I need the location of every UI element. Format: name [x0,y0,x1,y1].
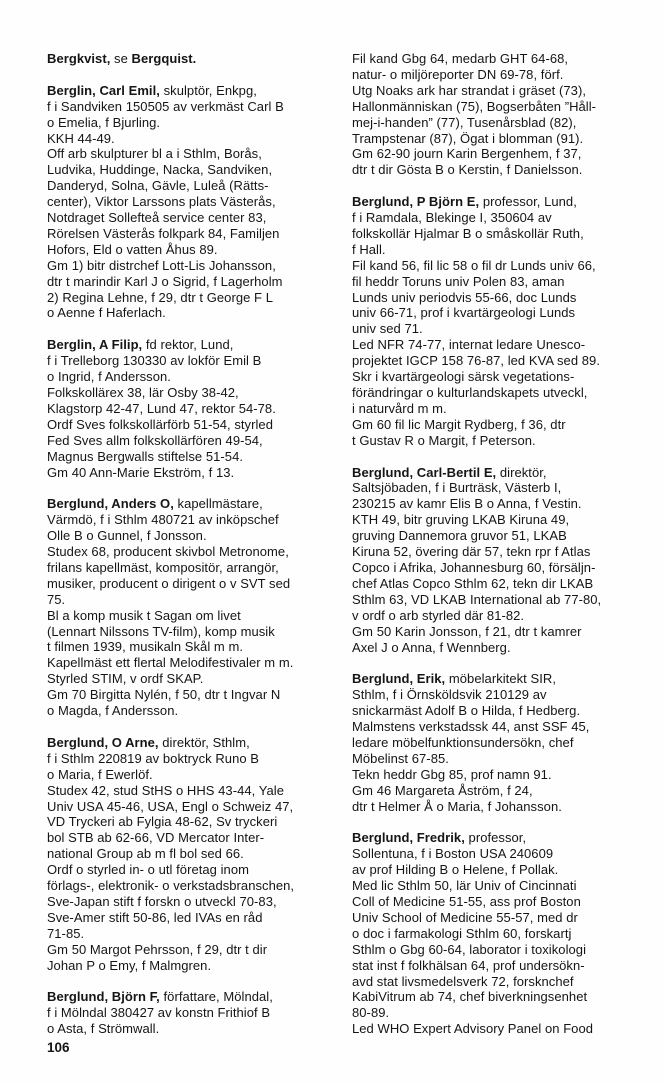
text-line [352,210,654,226]
entry-paragraph [47,735,345,974]
text-line [47,655,345,671]
text-column-left [47,51,345,1053]
entry-text: skulptör, Enkpg, [159,82,257,98]
text-line [47,671,345,687]
entry-text: f i Sandviken 150505 av verkmäst Carl B [47,98,284,114]
entry-text: Lunds univ periodvis 55-66, doc Lunds [352,289,577,305]
entry-text: 2) Regina Lehne, f 29, dtr t George F L [47,289,273,305]
text-line [352,480,654,496]
text-line [47,274,345,290]
entry-text: Axel J o Anna, f Wennberg. [352,639,511,655]
text-line [352,242,654,258]
text-line [47,639,345,655]
text-line [352,560,654,576]
entry-name: Berglund, Björn F, [47,989,160,1005]
entry-text: direktör, Sthlm, [158,734,250,750]
entry-paragraph [47,83,345,322]
entry-name: Berglund, Carl-Bertil E, [352,464,497,480]
entry-text: dtr t marindir Karl J o Sigrid, f Lagerholm [47,273,283,289]
entry-text: chef Atlas Copco Sthlm 62, tekn dir LKAB [352,575,594,591]
text-line [352,369,654,385]
text-line [47,1005,345,1021]
text-line [352,703,654,719]
text-line [352,592,654,608]
text-line [352,767,654,783]
text-line [47,862,345,878]
entry-text: Malmstens verkstadssk 44, anst SSF 45, [352,719,590,735]
entry-text: Möbelinst 67-85. [352,750,449,766]
text-line [47,305,345,321]
text-line [47,878,345,894]
entry-text: snickarmäst Adolf B o Hilda, f Hedberg. [352,703,581,719]
entry-name: Berglund, P Björn E, [352,194,480,210]
text-line [47,560,345,576]
entry-text: o Magda, f Andersson. [47,703,179,719]
text-line [352,385,654,401]
text-line [352,417,654,433]
entry-text: Ludvika, Huddinge, Nacka, Sandviken, [47,162,273,178]
entry-text: t filmen 1939, musikaln Skål m m. [47,639,243,655]
entry-text: t Gustav R o Margit, f Peterson. [352,432,536,448]
entry-text: ledare möbelfunktionsundersökn, chef [352,734,574,750]
text-line [352,83,654,99]
entry-text: univ sed 71. [352,321,423,337]
entry-text: o Emelia, f Bjurling. [47,114,161,130]
text-line [352,194,654,210]
text-line [352,878,654,894]
entry-text: musiker, producent o dirigent o v SVT sed [47,575,291,591]
text-line [352,862,654,878]
entry-text: Fed Sves allm folkskollärfören 49-54, [47,432,263,448]
text-line [47,926,345,942]
text-line [352,67,654,83]
text-line [47,465,345,481]
entry-text: center), Viktor Larssons plats Västerås, [47,194,276,210]
text-line [352,226,654,242]
text-line [352,146,654,162]
entry-text: (Lennart Nilssons TV-film), komp musik [47,623,275,639]
entry-text: v ordf o arb styrled där 81-82. [352,607,525,623]
entry-text: i naturvård m m. [352,400,447,416]
entry-text: Olle B o Gunnel, f Jonsson. [47,528,207,544]
entry-text: Led WHO Expert Advisory Panel on Food [352,1021,594,1037]
entry-text: Kiruna 52, övering där 57, tekn rpr f Atlas [352,544,591,560]
text-line [352,608,654,624]
text-line [47,624,345,640]
text-line [352,496,654,512]
entry-text: Klagstorp 42-47, Lund 47, rektor 54-78. [47,400,276,416]
entry-text: Copco i Afrika, Johannesburg 60, försäljn- [352,559,596,575]
text-line [47,544,345,560]
entry-text: Värmdö, f i Sthlm 480721 av inköpschef [47,512,279,528]
text-line [352,926,654,942]
text-line [352,974,654,990]
text-line [352,910,654,926]
entry-text: författare, Mölndal, [159,989,273,1005]
text-line [352,719,654,735]
entry-text: Gm 50 Karin Jonsson, f 21, dtr t kamrer [352,623,582,639]
entry-text: frilans kapellmäst, kompositör, arrangör, [47,559,279,575]
text-line [352,321,654,337]
entry-text: möbelarkitekt SIR, [445,671,556,687]
entry-text: Sthlm o Gbg 60-64, laborator i toxikologi [352,941,587,957]
text-line [47,449,345,465]
entry-name: Bergkvist, [47,51,111,66]
text-line [352,512,654,528]
text-line [352,162,654,178]
text-line [47,115,345,131]
entry-text: Univ USA 45-46, USA, Engl o Schweiz 47, [47,798,294,814]
text-line [47,942,345,958]
text-line [47,385,345,401]
entry-text: gruving Dannemora gruvor 51, LKAB [352,528,567,544]
entry-text: Med lic Sthlm 50, lär Univ of Cincinnati [352,878,577,894]
entry-name: Berglund, Fredrik, [352,830,465,846]
entry-text: avd stat livsmedelsverk 72, forsknchef [352,973,574,989]
text-line [352,528,654,544]
text-line [352,1021,654,1037]
text-line [352,337,654,353]
entry-text: bol STB ab 62-66, VD Mercator Inter- [47,830,265,846]
entry-paragraph [47,51,345,67]
entry-text: fil heddr Toruns univ Polen 83, aman [352,273,565,289]
entry-text: Studex 68, producent skivbol Metronome, [47,544,289,560]
text-line [47,83,345,99]
text-line [352,958,654,974]
text-line [47,1021,345,1037]
entry-text: Fil kand 56, fil lic 58 o fil dr Lunds univ 66, [352,257,596,273]
text-line [352,258,654,274]
entry-name: Bergquist. [131,51,197,66]
text-line [47,687,345,703]
text-line [352,687,654,703]
entry-paragraph [47,337,345,480]
entry-paragraph [352,51,654,178]
text-line [47,162,345,178]
entry-text: Notdraget Sollefteå service center 83, [47,210,267,226]
entry-text: förlags-, elektronik- o verkstadsbranschen, [47,878,295,894]
entry-paragraph [352,671,654,814]
text-line [47,735,345,751]
text-line [352,465,654,481]
entry-text: fd rektor, Lund, [142,337,234,353]
entry-text: f i Trelleborg 130330 av lokför Emil B [47,353,262,369]
page-number: 106 [47,1040,70,1055]
text-line [47,910,345,926]
entry-text: Led NFR 74-77, internat ledare Unesco- [352,337,586,353]
entry-text: av prof Hilding B o Helene, f Pollak. [352,862,559,878]
entry-text: natur- o miljöreporter DN 69-78, förf. [352,66,564,82]
entry-text: förändringar o kulturlandskapets utveckl, [352,385,588,401]
text-line [47,178,345,194]
entry-text: Studex 42, stud StHS o HHS 43-44, Yale [47,782,284,798]
entry-text: o Asta, f Strömwall. [47,1021,160,1037]
text-line [47,51,345,67]
text-line [47,783,345,799]
text-line [47,767,345,783]
text-line [47,608,345,624]
text-line [47,846,345,862]
entry-text: kapellmästare, [173,496,263,512]
text-line [47,958,345,974]
entry-text: Sthlm 63, VD LKAB International ab 77-80, [352,591,602,607]
entry-text: Gm 1) bitr distrchef Lott-Lis Johansson, [47,257,276,273]
text-line [352,624,654,640]
text-line [352,751,654,767]
entry-text: f Hall. [352,241,386,257]
text-line [352,576,654,592]
text-line [47,99,345,115]
entry-text: Ordf o styrled in- o utl företag inom [47,862,249,878]
text-line [352,799,654,815]
entry-text: national Group ab m fl bol sed 66. [47,846,244,862]
entry-text: Sve-Japan stift f forskn o utveckl 70-83, [47,893,277,909]
text-line [352,401,654,417]
entry-paragraph [352,830,654,1037]
entry-text: Johan P o Emy, f Malmgren. [47,957,212,973]
entry-text: VD Tryckeri ab Fylgia 48-62, Sv tryckeri [47,814,278,830]
entry-text: stat inst f folkhälsan 64, prof undersökn- [352,957,585,973]
text-line [47,337,345,353]
text-line [352,99,654,115]
entry-text: Utg Noaks ark har strandat i gräset (73), [352,82,586,98]
entry-text: Gm 50 Margot Pehrsson, f 29, dtr t dir [47,941,268,957]
entry-text: se [110,51,132,66]
entry-text: KKH 44-49. [47,130,115,146]
text-line [47,226,345,242]
text-line [47,512,345,528]
text-line [47,353,345,369]
entry-text: 75. [47,591,66,607]
entry-text: o Aenne f Haferlach. [47,305,166,321]
entry-name: Berglund, O Arne, [47,734,159,750]
entry-text: direktör, [496,464,547,480]
text-line [47,290,345,306]
text-line [352,846,654,862]
entry-text: Trampstenar (87), Ögat i blomman (91). [352,130,584,146]
text-line [47,894,345,910]
entry-text: professor, Lund, [479,194,577,210]
text-line [352,115,654,131]
entry-text: Styrled STIM, v ordf SKAP. [47,671,204,687]
text-line [47,401,345,417]
text-line [352,544,654,560]
entry-text: univ 66-71, prof i kvartärgeologi Lunds [352,305,576,321]
entry-text: professor, [464,830,527,846]
text-line [352,894,654,910]
entry-text: 230215 av kamr Elis B o Anna, f Vestin. [352,496,582,512]
text-line [47,417,345,433]
entry-text: KTH 49, bitr gruving LKAB Kiruna 49, [352,512,570,528]
text-line [352,783,654,799]
entry-text: dtr t dir Gösta B o Kerstin, f Danielsson. [352,162,583,178]
entry-text: o Ingrid, f Andersson. [47,369,171,385]
text-line [352,671,654,687]
entry-text: 80-89. [352,1005,390,1021]
entry-text: Gm 46 Margareta Åström, f 24, [352,782,533,798]
entry-text: dtr t Helmer Å o Maria, f Johansson. [352,798,562,814]
entry-text: Magnus Bergwalls stiftelse 51-54. [47,448,244,464]
entry-paragraph [47,989,345,1037]
entry-text: Sthlm, f i Örnsköldsvik 210129 av [352,687,547,703]
text-line [352,290,654,306]
text-line [47,830,345,846]
text-line [47,528,345,544]
entry-text: 71-85. [47,925,85,941]
entry-text: Rörelsen Västerås folkpark 84, Familjen [47,225,280,241]
text-line [352,305,654,321]
entry-text: Off arb skulpturer bl a i Sthlm, Borås, [47,146,262,162]
entry-text: Sve-Amer stift 50-86, led IVAs en råd [47,909,263,925]
entry-paragraph [47,496,345,719]
entry-text: Univ School of Medicine 55-57, med dr [352,909,578,925]
entry-text: Saltsjöbaden, f i Burträsk, Västerb I, [352,480,562,496]
entry-text: Hofors, Eld o vatten Åhus 89. [47,241,218,257]
entry-text: Bl a komp musik t Sagan om livet [47,607,241,623]
text-line [352,735,654,751]
entry-text: KabiVitrum ab 74, chef biverkningsenhet [352,989,588,1005]
entry-text: mej-i-handen” (77), Tusenårsblad (82), [352,114,577,130]
entry-paragraph [352,194,654,449]
text-line [47,703,345,719]
entry-text: Gm 70 Birgitta Nylén, f 50, dtr t Ingvar N [47,687,281,703]
text-line [47,210,345,226]
text-line [47,433,345,449]
entry-name: Berglin, Carl Emil, [47,82,160,98]
entry-text: Fil kand Gbg 64, medarb GHT 64-68, [352,51,569,66]
entry-text: projektet IGCP 158 76-87, led KVA sed 89. [352,353,601,369]
text-line [352,942,654,958]
text-line [47,242,345,258]
text-column-right [352,51,654,1053]
entry-text: Gm 60 fil lic Margit Rydberg, f 36, dtr [352,416,566,432]
text-line [352,51,654,67]
text-line [352,433,654,449]
text-line [352,1005,654,1021]
text-line [352,830,654,846]
entry-text: Skr i kvartärgeologi särsk vegetations- [352,369,575,385]
entry-text: Folkskollärex 38, lär Osby 38-42, [47,385,239,400]
text-line [352,640,654,656]
entry-text: Gm 40 Ann-Marie Ekström, f 13. [47,464,235,480]
text-line [47,592,345,608]
text-line [352,353,654,369]
text-line [352,989,654,1005]
entry-text: Gm 62-90 journ Karin Bergenhem, f 37, [352,146,582,162]
entry-text: folkskollär Hjalmar B o småskollär Ruth, [352,225,584,241]
entry-text: Ordf Sves folkskollärförb 51-54, styrled [47,416,273,432]
entry-name: Berglund, Erik, [352,671,446,687]
entry-name: Berglund, Anders O, [47,496,174,512]
entry-text: f i Sthlm 220819 av boktryck Runo B [47,750,260,766]
text-line [352,274,654,290]
text-line [47,989,345,1005]
text-line [47,496,345,512]
entry-paragraph [352,465,654,656]
text-line [352,131,654,147]
text-line [47,751,345,767]
entry-text: Danderyd, Solna, Gävle, Luleå (Rätts- [47,178,269,194]
entry-text: Hallonmänniskan (75), Bogserbåten ”Håll- [352,98,597,114]
text-line [47,369,345,385]
entry-text: Tekn heddr Gbg 85, prof namn 91. [352,766,552,782]
text-line [47,814,345,830]
entry-text: f i Ramdala, Blekinge I, 350604 av [352,210,552,226]
entry-name: Berglin, A Filip, [47,337,143,353]
text-line [47,258,345,274]
entry-text: o doc i farmakologi Sthlm 60, forskartj [352,925,572,941]
text-line [47,131,345,147]
entry-text: o Maria, f Ewerlöf. [47,766,153,782]
text-line [47,799,345,815]
entry-text: Sollentuna, f i Boston USA 240609 [352,846,554,862]
entry-text: Coll of Medicine 51-55, ass prof Boston [352,893,581,909]
text-line [47,576,345,592]
entry-text: f i Mölndal 380427 av konstn Frithiof B [47,1005,271,1021]
text-line [47,194,345,210]
entry-text: Kapellmäst ett flertal Melodifestivaler m m. [47,655,294,671]
text-line [47,146,345,162]
